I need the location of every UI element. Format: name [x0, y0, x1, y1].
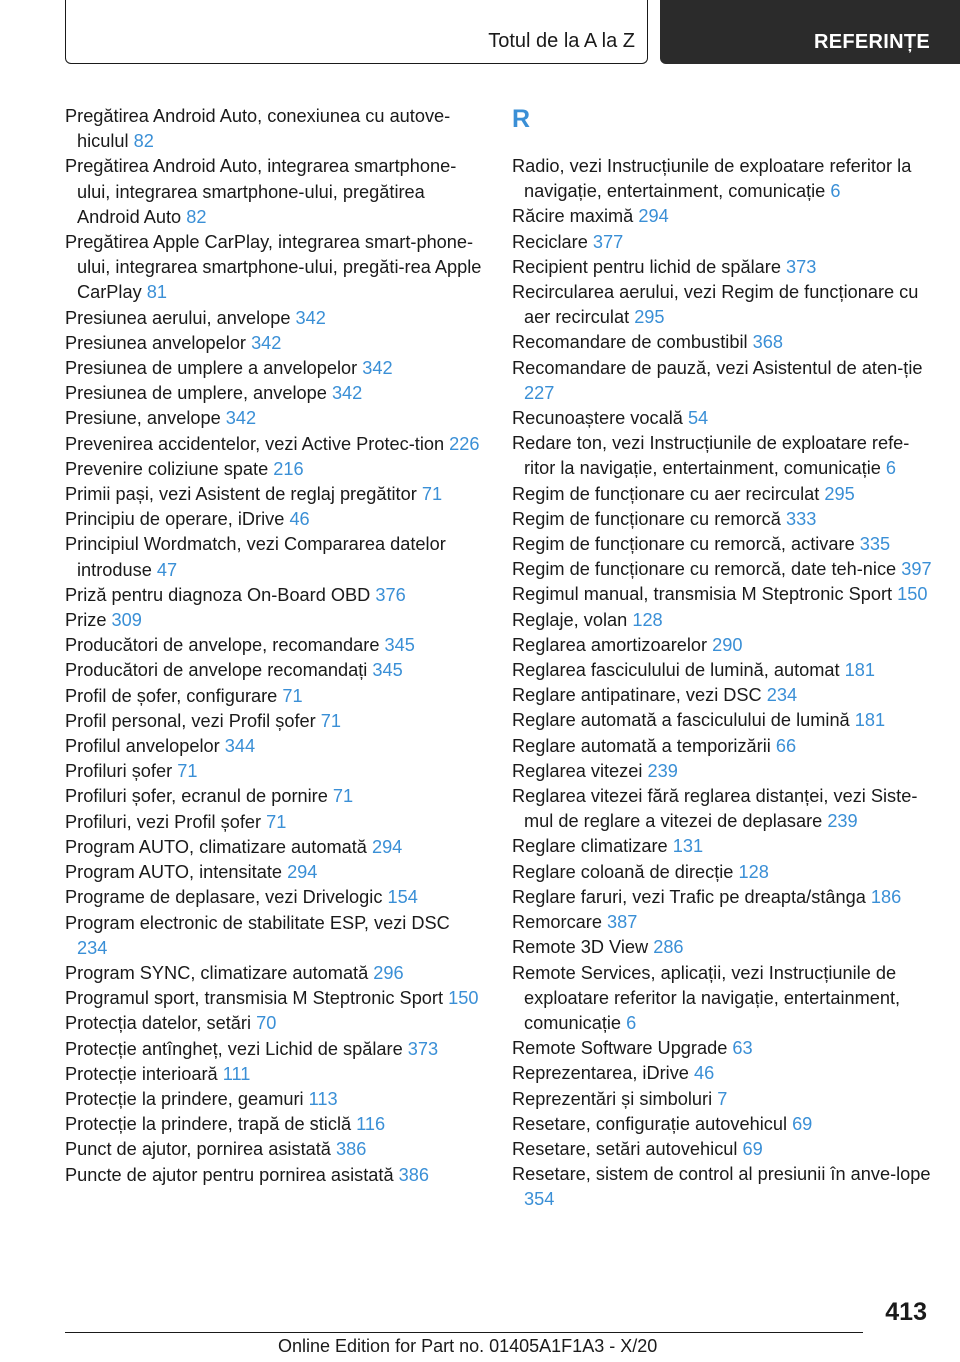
index-entry-term: Protecție la prindere, trapă de sticlă — [65, 1114, 352, 1135]
index-entry-page-link[interactable]: 368 — [752, 332, 783, 353]
index-entry — [65, 684, 485, 709]
index-entry-term: Radio, vezi Instrucțiunile de exploatare referitor la navigație, entertainment, comunicație — [512, 156, 912, 202]
index-entry-term: Recunoaștere vocală — [512, 408, 683, 429]
index-entry-term: Resetare, setări autovehicul — [512, 1138, 738, 1159]
index-entry — [512, 330, 932, 355]
index-entry — [512, 431, 932, 481]
index-entry-term: Priză pentru diagnoza On-Board OBD — [65, 584, 371, 605]
index-entry-term: Reglare antipatinare, vezi DSC — [512, 685, 762, 706]
index-entry — [65, 583, 485, 608]
index-entry-page-link[interactable]: 344 — [224, 736, 256, 757]
index-entry-page-link[interactable]: 46 — [289, 509, 310, 530]
index-entry-term: Profil de șofer, configurare — [65, 685, 278, 706]
index-entry-term: Remorcare — [512, 912, 602, 933]
index-entry — [65, 709, 485, 734]
index-entry — [512, 1036, 932, 1061]
index-entry — [512, 1061, 932, 1086]
index-entry — [65, 784, 485, 809]
index-entry-page-link[interactable]: 6 — [830, 181, 841, 202]
index-entry — [512, 356, 932, 406]
index-entry — [65, 154, 485, 230]
index-entry-page-link[interactable]: 373 — [786, 256, 817, 277]
index-entry-term: Presiunea de umplere a anvelopelor — [65, 358, 358, 379]
index-entry-page-link[interactable]: 6 — [626, 1012, 637, 1033]
index-entry-term: Reglare faruri, vezi Trafic pe dreapta/stânga — [512, 886, 866, 907]
index-entry — [512, 280, 932, 330]
index-entry-term: Reglare coloană de direcție — [512, 861, 734, 882]
index-entry — [65, 381, 485, 406]
index-entry — [65, 432, 485, 457]
index-entry-page-link[interactable]: 239 — [827, 811, 858, 832]
index-entry-term: Pregătirea Android Auto, integrarea smartphone-ului, integrarea smartphone-ului, pregătirea Android Auto — [65, 156, 457, 227]
index-entry — [65, 810, 485, 835]
index-entry — [512, 935, 932, 960]
index-entry-page-link[interactable]: 71 — [266, 811, 287, 832]
index-entry-page-link[interactable]: 46 — [693, 1063, 715, 1084]
index-entry-page-link[interactable]: 342 — [295, 307, 326, 328]
index-entry-term: Programul sport, transmisia M Steptronic Sport — [65, 988, 444, 1009]
index-entry-page-link[interactable]: 296 — [373, 962, 404, 983]
index-entry — [512, 784, 932, 834]
index-entry-page-link[interactable]: 66 — [775, 735, 797, 756]
index-entry-page-link[interactable]: 309 — [111, 610, 142, 631]
index-entry-term: Reglaje, volan — [512, 609, 628, 630]
index-entry-page-link[interactable]: 71 — [282, 685, 303, 706]
index-entry — [65, 961, 485, 986]
index-entry-page-link[interactable]: 181 — [844, 660, 875, 681]
index-entry-term: Recomandare de combustibil — [512, 332, 748, 353]
index-entry-page-link[interactable]: 342 — [362, 358, 393, 379]
index-entry-page-link[interactable]: 227 — [524, 382, 555, 403]
index-entry-page-link[interactable]: 226 — [449, 433, 480, 454]
index-entry-page-link[interactable]: 234 — [77, 937, 108, 958]
index-entry-term: Reprezentări și simboluri — [512, 1088, 713, 1109]
index-entry-page-link[interactable]: 234 — [766, 685, 798, 706]
index-entries-right — [512, 154, 932, 1213]
index-entry — [512, 557, 932, 582]
index-entry — [65, 1087, 485, 1112]
index-entry-term: Pregătirea Android Auto, conexiunea cu autove-hiculul — [65, 106, 451, 152]
index-entry-term: Remote 3D View — [512, 937, 649, 958]
index-entry — [512, 608, 932, 633]
index-entry-term: Reprezentarea, iDrive — [512, 1063, 689, 1084]
index-entry-term: Puncte de ajutor pentru pornirea asistată — [65, 1164, 394, 1185]
index-entry-term: Remote Services, aplicații, vezi Instrucțiunile de exploatare referitor la navigație, entertainment, comunicație — [512, 962, 901, 1033]
index-entry-term: Profiluri, vezi Profil șofer — [65, 811, 262, 832]
index-entry — [65, 406, 485, 431]
index-entry — [65, 1011, 485, 1036]
index-entry-page-link[interactable]: 387 — [607, 912, 638, 933]
index-entry-page-link[interactable]: 342 — [225, 408, 257, 429]
index-entry — [65, 608, 485, 633]
index-entry — [512, 734, 932, 759]
index-entry-term: Prevenirea accidentelor, vezi Active Protec-tion — [65, 433, 445, 454]
index-entry-term: Reglare automată a temporizării — [512, 735, 771, 756]
index-entry — [512, 204, 932, 229]
index-entry-term: Regim de funcționare cu remorcă, date teh-nice — [512, 559, 897, 580]
index-entry-page-link[interactable]: 69 — [792, 1113, 813, 1134]
index-letter-heading: R — [512, 105, 531, 133]
index-column-right — [512, 104, 932, 1213]
index-entry — [65, 658, 485, 683]
index-entry-page-link[interactable]: 6 — [885, 458, 897, 479]
index-entry — [65, 104, 485, 154]
index-entry-page-link[interactable]: 239 — [647, 760, 678, 781]
index-entry-page-link[interactable]: 290 — [712, 634, 743, 655]
index-entry — [512, 230, 932, 255]
index-entry-page-link[interactable]: 128 — [632, 609, 663, 630]
index-entry — [65, 911, 485, 961]
index-entry-page-link[interactable]: 294 — [371, 836, 403, 857]
index-entry-term: Recipient pentru lichid de spălare — [512, 256, 781, 277]
index-entry — [512, 885, 932, 910]
index-entry-page-link[interactable]: 47 — [156, 559, 178, 580]
index-entry-term: Protecția datelor, setări — [65, 1013, 252, 1034]
index-entry-term: Punct de ajutor, pornirea asistată — [65, 1139, 331, 1160]
index-entry-page-link[interactable]: 295 — [634, 307, 665, 328]
index-entry-term: Resetare, sistem de control al presiunii în anve-lope — [512, 1164, 931, 1185]
chapter-title: REFERINȚE — [814, 31, 931, 53]
index-entry-term: Protecție antîngheț, vezi Lichid de spălare — [65, 1038, 403, 1059]
index-entry-term: Reglarea fasciculului de lumină, automat — [512, 660, 840, 681]
index-entry — [65, 306, 485, 331]
index-entry — [65, 1163, 485, 1188]
index-entry-term: Program electronic de stabilitate ESP, vezi DSC — [65, 912, 450, 933]
index-entry-page-link[interactable]: 294 — [287, 862, 318, 883]
index-entry-page-link[interactable]: 150 — [448, 988, 479, 1009]
index-entry-term: Presiune, anvelope — [65, 408, 221, 429]
index-entry-page-link[interactable]: 386 — [335, 1139, 367, 1160]
index-entry-term: Prevenire coliziune spate — [65, 458, 269, 479]
index-entry-term: Primii pași, vezi Asistent de reglaj pregătitor — [65, 484, 417, 505]
index-entry — [65, 457, 485, 482]
index-entry-page-link[interactable]: 181 — [854, 710, 886, 731]
index-entry-term: Principiu de operare, iDrive — [65, 509, 285, 530]
index-entry-page-link[interactable]: 216 — [273, 458, 304, 479]
index-entry — [65, 885, 485, 910]
footer-edition: Online Edition for Part no. 01405A1F1A3 - X/20 — [278, 1336, 658, 1356]
chapter-tab — [660, 0, 960, 64]
index-entry-term: Prize — [65, 610, 107, 631]
index-entry — [65, 633, 485, 658]
index-entry — [512, 1087, 932, 1112]
index-entry-term: Recircularea aerului, vezi Regim de funcționare cu aer recirculat — [512, 282, 919, 328]
index-entry — [65, 1137, 485, 1162]
index-entry — [512, 658, 932, 683]
index-entry-term: Regim de funcționare cu aer recirculat — [512, 483, 820, 504]
section-title: Totul de la A la Z — [488, 30, 635, 52]
index-entry-term: Program AUTO, intensitate — [65, 862, 282, 883]
index-entry — [65, 860, 485, 885]
index-entry — [512, 582, 932, 607]
index-entry-term: Resetare, configurație autovehicul — [512, 1113, 787, 1134]
index-entry-term: Regim de funcționare cu remorcă, activare — [512, 534, 855, 555]
index-entry-term: Producători de anvelope recomandați — [65, 660, 368, 681]
index-entry — [65, 1037, 485, 1062]
index-entry-page-link[interactable]: 116 — [356, 1114, 386, 1135]
index-entry — [512, 961, 932, 1037]
index-entry — [512, 1137, 932, 1162]
index-entry-page-link[interactable]: 70 — [256, 1013, 277, 1034]
index-entry-term: Reglarea amortizoarelor — [512, 634, 708, 655]
index-entry — [512, 255, 932, 280]
index-entry-page-link[interactable]: 63 — [732, 1038, 753, 1059]
index-entry-term: Program AUTO, climatizare automată — [65, 836, 367, 857]
index-entry — [512, 482, 932, 507]
index-entry — [512, 532, 932, 557]
index-entry-term: Profiluri șofer, ecranul de pornire — [65, 786, 328, 807]
index-entry-term: Protecție la prindere, geamuri — [65, 1088, 304, 1109]
index-entry — [65, 482, 485, 507]
index-entry — [512, 1162, 932, 1212]
index-entry-page-link[interactable]: 69 — [742, 1138, 763, 1159]
index-entry-page-link[interactable]: 333 — [785, 508, 817, 529]
index-column-left — [65, 104, 485, 1188]
index-entry-term: Reglare automată a fasciculului de lumină — [512, 710, 850, 731]
index-entry-term: Pregătirea Apple CarPlay, integrarea smart-phone-ului, integrarea smartphone-ului, pregăti-rea Apple CarPlay — [65, 232, 482, 303]
index-entry-term: Profilul anvelopelor — [65, 736, 220, 757]
index-entry-page-link[interactable]: 7 — [717, 1088, 728, 1109]
index-entry-term: Reglarea vitezei — [512, 760, 643, 781]
index-entry-page-link[interactable]: 71 — [332, 786, 354, 807]
index-entry — [65, 230, 485, 306]
index-entry-page-link[interactable]: 81 — [146, 282, 167, 303]
index-entry-page-link[interactable]: 345 — [384, 635, 415, 656]
index-entry-term: Producători de anvelope, recomandare — [65, 635, 380, 656]
index-entry-term: Programe de deplasare, vezi Drivelogic — [65, 887, 383, 908]
index-entry — [65, 734, 485, 759]
index-entry — [65, 331, 485, 356]
index-entry-page-link[interactable]: 377 — [592, 231, 624, 252]
index-entry-term: Răcire maximă — [512, 206, 634, 227]
index-entry-term: Regim de funcționare cu remorcă — [512, 508, 781, 529]
index-entry-term: Reciclare — [512, 231, 588, 252]
index-entry-page-link[interactable]: 294 — [638, 206, 669, 227]
index-entry — [65, 1062, 485, 1087]
index-entry — [512, 910, 932, 935]
index-entry-term: Presiunea anvelopelor — [65, 332, 246, 353]
index-entry-term: Presiunea de umplere, anvelope — [65, 383, 327, 404]
index-entry-page-link[interactable]: 128 — [738, 861, 769, 882]
index-entry-page-link[interactable]: 113 — [308, 1088, 338, 1109]
index-entry-term: Redare ton, vezi Instrucțiunile de exploatare refe-ritor la navigație, entertainment, comunicație — [512, 433, 910, 479]
index-entry — [512, 708, 932, 733]
index-entry-page-link[interactable]: 354 — [524, 1189, 555, 1210]
index-entry-term: Reglarea vitezei fără reglarea distanței, vezi Siste-mul de reglare a vitezei de deplasare — [512, 786, 918, 832]
section-header — [65, 0, 648, 64]
index-entry — [65, 356, 485, 381]
index-entry-page-link[interactable]: 376 — [375, 584, 406, 605]
index-entry-page-link[interactable]: 71 — [177, 761, 198, 782]
index-entry-term: Presiunea aerului, anvelope — [65, 307, 291, 328]
page-number: 413 — [885, 1298, 927, 1326]
index-entry-term: Profil personal, vezi Profil șofer — [65, 710, 316, 731]
index-entry — [512, 406, 932, 431]
index-entry — [512, 759, 932, 784]
index-entry-term: Regimul manual, transmisia M Steptronic Sport — [512, 584, 893, 605]
index-entry — [65, 507, 485, 532]
index-entry-page-link[interactable]: 186 — [870, 886, 902, 907]
index-entry — [512, 154, 932, 204]
index-entry — [512, 1112, 932, 1137]
index-entry-page-link[interactable]: 82 — [186, 206, 207, 227]
index-entry-page-link[interactable]: 397 — [901, 559, 932, 580]
index-entry-page-link[interactable]: 154 — [387, 887, 418, 908]
index-entry-term: Principiul Wordmatch, vezi Compararea datelor introduse — [65, 534, 446, 580]
index-entry-page-link[interactable]: 82 — [133, 131, 154, 152]
index-entry-term: Recomandare de pauză, vezi Asistentul de aten-ție — [512, 357, 923, 378]
index-entry-page-link[interactable]: 335 — [859, 534, 891, 555]
index-entry — [512, 834, 932, 859]
index-entry — [512, 683, 932, 708]
index-entry — [65, 759, 485, 784]
index-entry-term: Reglare climatizare — [512, 836, 668, 857]
index-entry-page-link[interactable]: 342 — [251, 332, 282, 353]
index-entry-page-link[interactable]: 386 — [398, 1164, 430, 1185]
index-entry — [65, 532, 485, 582]
index-entry-page-link[interactable]: 131 — [672, 836, 704, 857]
index-entry-term: Protecție interioară — [65, 1063, 218, 1084]
index-entry-page-link[interactable]: 54 — [687, 408, 709, 429]
index-entry-page-link[interactable]: 111 — [222, 1063, 251, 1084]
index-entry-term: Program SYNC, climatizare automată — [65, 962, 369, 983]
footer-divider — [65, 1332, 863, 1333]
index-entry-page-link[interactable]: 286 — [653, 937, 684, 958]
index-entry — [65, 986, 485, 1011]
index-entry-page-link[interactable]: 373 — [407, 1038, 439, 1059]
index-entry-page-link[interactable]: 345 — [372, 660, 403, 681]
index-entry — [512, 633, 932, 658]
index-entry-term: Profiluri șofer — [65, 761, 173, 782]
index-entry-term: Remote Software Upgrade — [512, 1038, 728, 1059]
index-entry — [512, 860, 932, 885]
index-entry-page-link[interactable]: 295 — [824, 483, 855, 504]
index-entry-page-link[interactable]: 150 — [897, 584, 928, 605]
index-entry — [65, 1112, 485, 1137]
index-entry-page-link[interactable]: 342 — [331, 383, 363, 404]
index-entry — [65, 835, 485, 860]
index-entry — [512, 507, 932, 532]
index-entry-page-link[interactable]: 71 — [320, 710, 341, 731]
index-entry-page-link[interactable]: 71 — [421, 484, 443, 505]
